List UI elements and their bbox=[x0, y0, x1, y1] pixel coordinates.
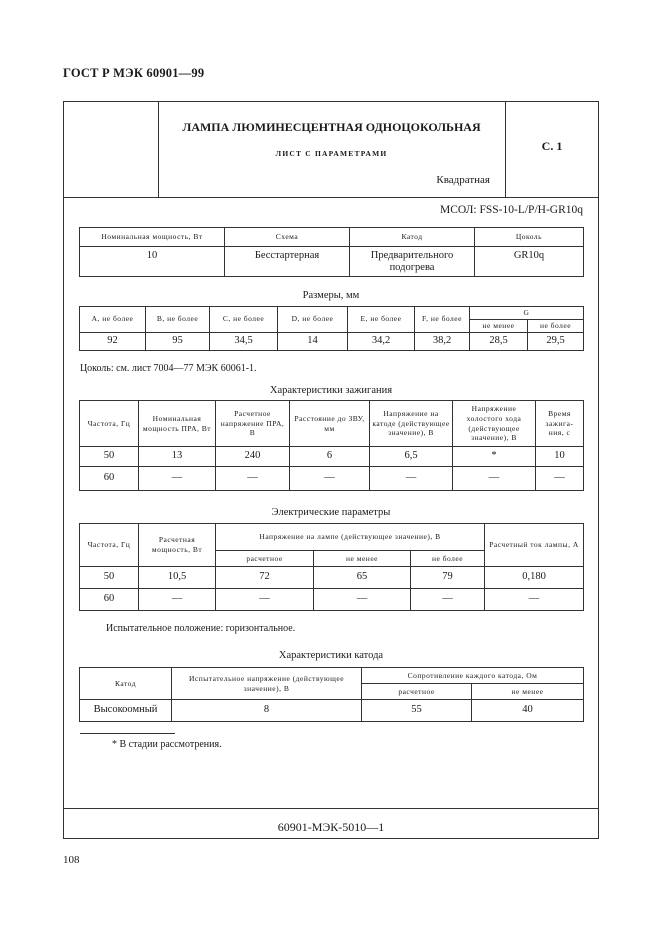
dim-b: 95 bbox=[146, 333, 210, 351]
table-cell: 240 bbox=[216, 447, 290, 467]
table-cell: 0,180 bbox=[485, 567, 584, 589]
table-cell: — bbox=[453, 467, 536, 491]
table-cell: 60 bbox=[80, 467, 139, 491]
cell-cathode: Предварительного подогрева bbox=[350, 247, 475, 277]
table-cell: — bbox=[216, 467, 290, 491]
header-power: Расчетная мощность, Вт bbox=[139, 524, 216, 567]
dims-title: Размеры, мм bbox=[302, 290, 360, 301]
table-cell: 50 bbox=[80, 447, 139, 467]
table-cell: 6 bbox=[290, 447, 370, 467]
header-f: F, не более bbox=[415, 307, 470, 333]
page-number: 108 bbox=[63, 854, 80, 866]
cell-resistance-min: 40 bbox=[472, 700, 584, 722]
table-cell: — bbox=[314, 589, 411, 611]
header-power: Номинальная мощность, Вт bbox=[80, 228, 225, 247]
table-cell: 72 bbox=[216, 567, 314, 589]
header-divider bbox=[63, 197, 599, 198]
cell-power: 10 bbox=[80, 247, 225, 277]
sheet-number: С. 1 bbox=[541, 139, 563, 153]
header-frequency: Частота, Гц bbox=[80, 524, 139, 567]
dim-c: 34,5 bbox=[210, 333, 278, 351]
header-cap: Цоколь bbox=[475, 228, 584, 247]
header-min: не менее bbox=[472, 684, 584, 700]
header-d: D, не более bbox=[278, 307, 348, 333]
ignition-title: Характеристики зажигания bbox=[269, 385, 393, 396]
header-ignition-time: Время зажига-ния, с bbox=[536, 401, 584, 447]
footnote: * В стадии рассмотрения. bbox=[112, 739, 222, 750]
header-rated: расчетное bbox=[216, 551, 314, 567]
electrical-title: Электрические параметры bbox=[271, 507, 391, 518]
cell-circuit: Бесстартерная bbox=[225, 247, 350, 277]
table-cell: — bbox=[139, 467, 216, 491]
header-test-voltage: Испытательное напряжение (действующее значение), В bbox=[172, 668, 362, 700]
footnote-rule bbox=[80, 733, 175, 734]
header-g-max: не более bbox=[528, 320, 584, 333]
cell-test-voltage: 8 bbox=[172, 700, 362, 722]
cathode-title: Характеристики катода bbox=[278, 650, 384, 661]
header-rated: расчетное bbox=[362, 684, 472, 700]
table-cell: 13 bbox=[139, 447, 216, 467]
header-cathode: Катод bbox=[350, 228, 475, 247]
cap-note: Цоколь: см. лист 7004—77 МЭК 60061-1. bbox=[80, 363, 257, 374]
table-cell: 60 bbox=[80, 589, 139, 611]
table-cell: 65 bbox=[314, 567, 411, 589]
header-b: B, не более bbox=[146, 307, 210, 333]
header-max: не более bbox=[411, 551, 485, 567]
header-g: G bbox=[470, 307, 584, 320]
cathode-table bbox=[79, 667, 584, 722]
table-cell: 10 bbox=[536, 447, 584, 467]
dim-f: 38,2 bbox=[415, 333, 470, 351]
cell-cathode-type: Высокоомный bbox=[80, 700, 172, 722]
dim-e: 34,2 bbox=[348, 333, 415, 351]
sheet-subtitle: ЛИСТ С ПАРАМЕТРАМИ bbox=[275, 149, 388, 158]
header-ballast-power: Номинальная мощность ПРА, Вт bbox=[139, 401, 216, 447]
dim-g-min: 28,5 bbox=[470, 333, 528, 351]
sheet-title: ЛАМПА ЛЮМИНЕСЦЕНТНАЯ ОДНОЦОКОЛЬНАЯ bbox=[182, 120, 481, 134]
dim-d: 14 bbox=[278, 333, 348, 351]
table-cell: — bbox=[290, 467, 370, 491]
table-cell: * bbox=[453, 447, 536, 467]
table-cell: — bbox=[216, 589, 314, 611]
header-min: не менее bbox=[314, 551, 411, 567]
test-position: Испытательное положение: горизонтальное. bbox=[106, 623, 296, 634]
table-cell: — bbox=[411, 589, 485, 611]
table-cell: — bbox=[485, 589, 584, 611]
header-distance: Расстояние до ЗВУ, мм bbox=[290, 401, 370, 447]
header-circuit: Схема bbox=[225, 228, 350, 247]
header-g-min: не менее bbox=[470, 320, 528, 333]
table-cell: 10,5 bbox=[139, 567, 216, 589]
dim-a: 92 bbox=[80, 333, 146, 351]
ignition-table bbox=[79, 400, 584, 491]
cell-cap: GR10q bbox=[475, 247, 584, 277]
footer-divider bbox=[63, 808, 599, 809]
dims-table bbox=[79, 306, 584, 351]
table-cell: 50 bbox=[80, 567, 139, 589]
header-frequency: Частота, Гц bbox=[80, 401, 139, 447]
table-cell: — bbox=[370, 467, 453, 491]
table-cell: — bbox=[139, 589, 216, 611]
header-open-circuit-voltage: Напряжение холостого хода (действующее значение), В bbox=[453, 401, 536, 447]
header-ballast-voltage: Расчетное напряжение ПРА, В bbox=[216, 401, 290, 447]
table-cell: 79 bbox=[411, 567, 485, 589]
dim-g-max: 29,5 bbox=[528, 333, 584, 351]
header-c: C, не более bbox=[210, 307, 278, 333]
header-cathode-voltage: Напряжение на катоде (действующее значение), В bbox=[370, 401, 453, 447]
table-cell: — bbox=[536, 467, 584, 491]
cell-resistance-rated: 55 bbox=[362, 700, 472, 722]
lamp-shape: Квадратная bbox=[436, 174, 490, 186]
electrical-table bbox=[79, 523, 584, 611]
general-table bbox=[79, 227, 584, 277]
header-a: A, не более bbox=[80, 307, 146, 333]
lamp-designation: МСОЛ: FSS-10-L/P/H-GR10q bbox=[439, 204, 583, 216]
table-cell: 6,5 bbox=[370, 447, 453, 467]
header-cathode: Катод bbox=[80, 668, 172, 700]
header-e: E, не более bbox=[348, 307, 415, 333]
footer-code: 60901-МЭК-5010—1 bbox=[277, 820, 385, 834]
header-resistance: Сопротивление каждого катода, Ом bbox=[362, 668, 584, 684]
header-lamp-current: Расчетный ток лампы, А bbox=[485, 524, 584, 567]
doc-code: ГОСТ Р МЭК 60901—99 bbox=[63, 66, 205, 80]
header-lamp-voltage: Напряжение на лампе (действующее значение), В bbox=[216, 524, 485, 551]
